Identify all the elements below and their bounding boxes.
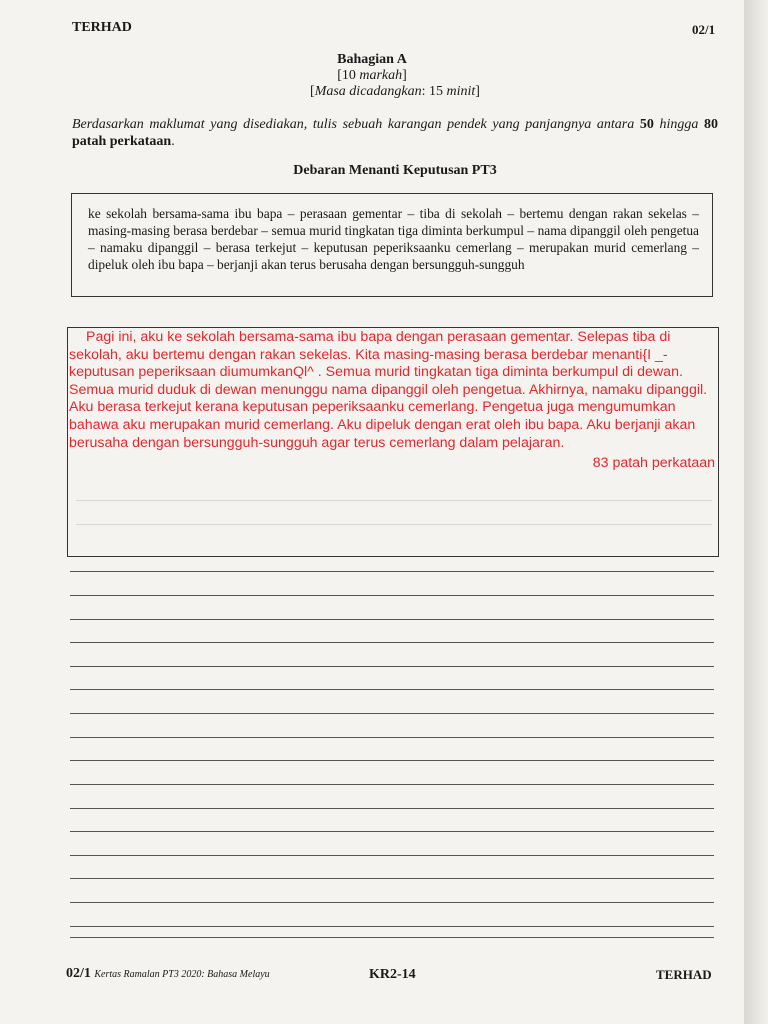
instruction-text: Berdasarkan maklumat yang disediakan, tulis sebuah karangan pendek yang panjangnya antara 50 hingga 80 patah perkataan. xyxy=(72,117,719,149)
writing-line xyxy=(70,666,714,667)
section-time: [Masa dicadangkan: 15 minit] xyxy=(310,84,480,99)
writing-line xyxy=(70,831,714,832)
header-page-code: 02/1 xyxy=(692,22,716,37)
writing-line xyxy=(70,902,714,903)
writing-line xyxy=(70,619,714,620)
header-classification: TERHAD xyxy=(72,20,132,35)
answer-text: Pagi ini, aku ke sekolah bersama-sama ibu bapa dengan perasaan gementar. Selepas tiba di sekolah, aku bertemu dengan rakan sekelas. Kita masing-masing berasa berdebar menanti{I _-keputusan peperiksaan diumumkanQl^ . Semua murid tingkatan tiga diminta berkumpul di dewan. Semua murid duduk di dewan menunggu nama dipanggil oleh pengetua. Akhirnya, namaku dipanggil. Aku berasa terkejut kerana keputusan peperiksaanku cemerlang. Pengetua juga mengumumkan bahawa aku merupakan murid cemerlang. Aku dipeluk dengan erat oleh ibu bapa. Aku berjanji akan berusaha dengan bersungguh-sungguh agar terus cemerlang dalam pelajaran. xyxy=(69,329,708,451)
section-marks: [10 markah] xyxy=(337,68,407,83)
writing-line xyxy=(70,808,714,809)
writing-line xyxy=(70,760,714,761)
writing-line xyxy=(70,926,714,927)
section-title: Bahagian A xyxy=(337,52,407,67)
writing-line xyxy=(70,737,714,738)
word-count: 83 patah perkataan xyxy=(592,455,715,472)
writing-line xyxy=(70,878,714,879)
writing-line xyxy=(70,642,714,643)
cue-points-box xyxy=(71,193,713,297)
answer-box xyxy=(67,327,719,557)
writing-line xyxy=(70,713,714,714)
footer-page-ref: KR2-14 xyxy=(369,967,416,982)
footer-classification: TERHAD xyxy=(656,967,712,982)
page-binding-edge xyxy=(744,0,768,1024)
writing-line xyxy=(70,571,714,572)
footer-paper-info: 02/1 Kertas Ramalan PT3 2020: Bahasa Melayu xyxy=(66,966,270,981)
writing-line xyxy=(70,855,714,856)
writing-line xyxy=(70,689,714,690)
cue-points-text: ke sekolah bersama-sama ibu bapa – perasaan gementar – tiba di sekolah – bertemu dengan rakan sekelas – masing-masing berasa berdebar – semua murid tingkatan tiga diminta berkumpul – nama dipanggil oleh pengetua – namaku dipanggil – berasa terkejut – keputusan peperiksaanku cemerlang – merupakan murid cemerlang – dipeluk oleh ibu bapa – berjanji akan terus berusaha dengan bersungguh-sungguh xyxy=(88,206,699,272)
writing-line xyxy=(70,784,714,785)
writing-line xyxy=(70,937,714,938)
writing-line xyxy=(70,595,714,596)
essay-title: Debaran Menanti Keputusan PT3 xyxy=(293,163,497,178)
